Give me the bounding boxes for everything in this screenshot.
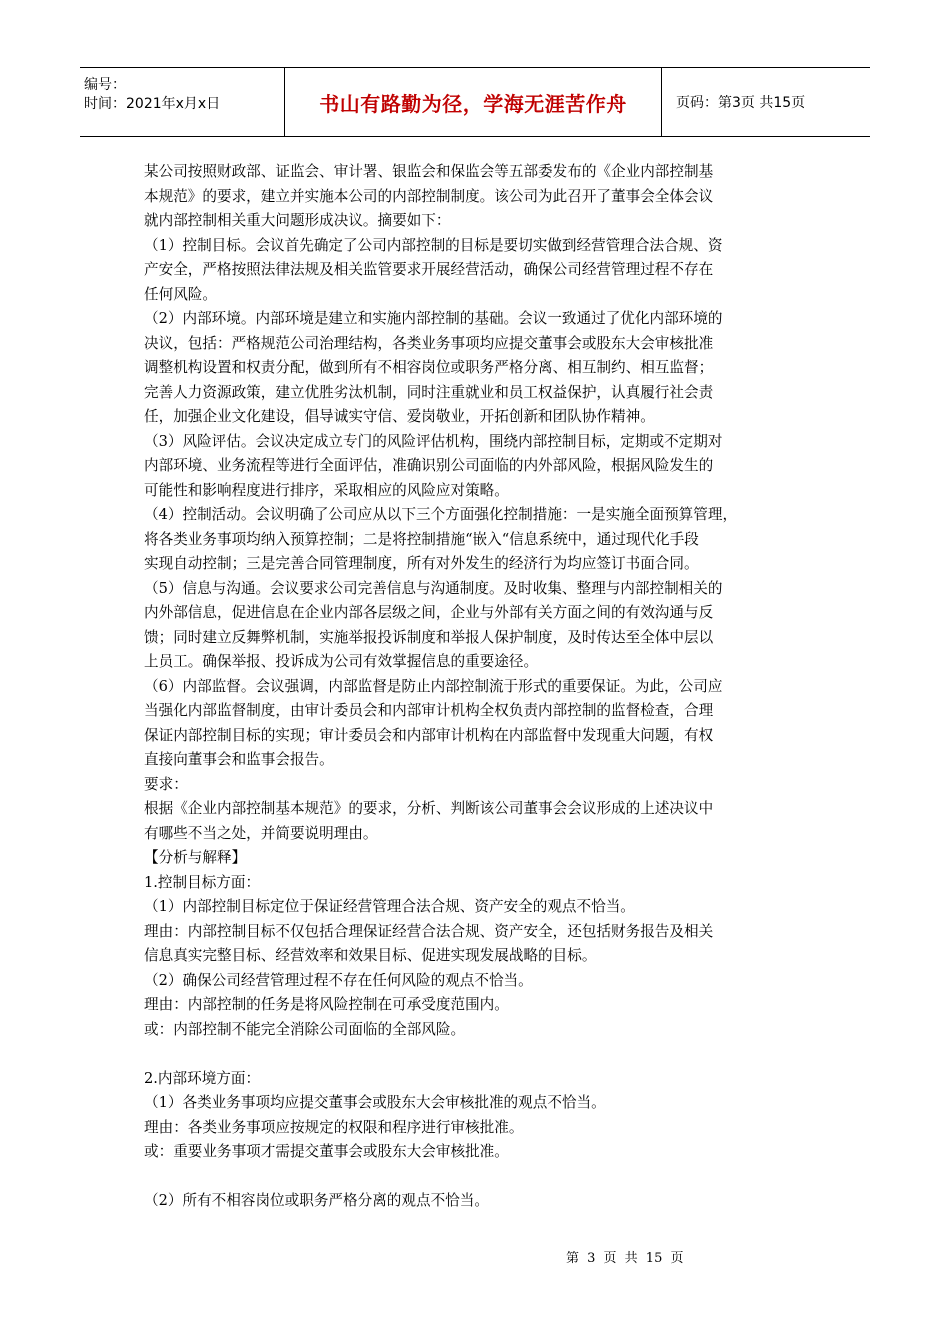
header-meta [80, 68, 284, 136]
body-line: 可能性和影响程度进行排序，采取相应的风险应对策略。 [144, 481, 509, 499]
body-line: 任何风险。 [144, 285, 217, 303]
body-line: 产安全，严格按照法律法规及相关监管要求开展经营活动，确保公司经营管理过程不存在 [144, 261, 714, 278]
body-line: （1）各类业务事项均应提交董事会或股东大会审核批准的观点不恰当。 [144, 1094, 606, 1111]
body-line: 当强化内部监督制度，由审计委员会和内部审计机构全权负责内部控制的监督检查，合理 [144, 702, 714, 719]
body-line: 信息真实完整目标、经营效率和效果目标、促进实现发展战略的目标。 [144, 947, 597, 964]
body-line: 1.控制目标方面： [144, 873, 261, 891]
body-line: 就内部控制相关重大问题形成决议。摘要如下： [144, 212, 451, 229]
body-line: 实现自动控制；三是完善合同管理制度，所有对外发生的经济行为均应签订书面合同。 [144, 555, 699, 572]
header-page-info: 页码：第3页 共15页 [676, 95, 806, 111]
body-line: 内外部信息，促进信息在企业内部各层级之间，企业与外部有关方面之间的有效沟通与反 [144, 604, 714, 621]
body-line: 完善人力资源政策，建立优胜劣汰机制，同时注重就业和员工权益保护，认真履行社会责 [144, 383, 714, 401]
body-line: 决议，包括：严格规范公司治理结构，各类业务事项均应提交董事会或股东大会审核批准 [144, 334, 714, 352]
body-line: 馈；同时建立反舞弊机制，实施举报投诉制度和举报人保护制度，及时传达至全体中层以 [144, 628, 714, 646]
header-motto: 书山有路勤为径，学海无涯苦作舟 [284, 68, 662, 136]
body-line: （1）控制目标。会议首先确定了公司内部控制的目标是要切实做到经营管理合法合规、资 [144, 236, 723, 254]
page-header [80, 67, 870, 137]
document-date: 时间：2021年x月x日 [84, 96, 221, 112]
body-line: 调整机构设置和权责分配，做到所有不相容岗位或职务严格分离、相互制约、相互监督； [144, 359, 714, 376]
body-line: 理由：各类业务事项应按规定的权限和程序进行审核批准。 [144, 1118, 524, 1136]
document-number-label: 编号： [84, 77, 126, 93]
page-footer: 第 3 页 共 15 页 [566, 1251, 684, 1266]
body-line: 或：内部控制不能完全消除公司面临的全部风险。 [144, 1020, 466, 1038]
body-line: 任，加强企业文化建设，倡导诚实守信、爱岗敬业，开拓创新和团队协作精神。 [144, 408, 655, 425]
body-line: 要求： [144, 775, 188, 793]
body-line: 本规范》的要求，建立并实施本公司的内部控制制度。该公司为此召开了董事会全体会议 [144, 187, 714, 205]
body-line: 上员工。确保举报、投诉成为公司有效掌握信息的重要途径。 [144, 653, 539, 670]
body-line: 直接向董事会和监事会报告。 [144, 751, 334, 768]
body-line: 有哪些不当之处，并简要说明理由。 [144, 824, 378, 842]
body-line: 某公司按照财政部、证监会、审计署、银监会和保监会等五部委发布的《企业内部控制基 [144, 163, 714, 180]
body-line: 根据《企业内部控制基本规范》的要求，分析、判断该公司董事会会议形成的上述决议中 [144, 800, 714, 817]
body-line: 保证内部控制目标的实现；审计委员会和内部审计机构在内部监督中发现重大问题，有权 [144, 726, 714, 744]
body-line: （2）所有不相容岗位或职务严格分离的观点不恰当。 [144, 1192, 489, 1209]
blank-line [144, 1042, 808, 1067]
blank-line [144, 1165, 808, 1190]
body-line: （2）内部环境。内部环境是建立和实施内部控制的基础。会议一致通过了优化内部环境的 [144, 310, 723, 327]
body-line: 将各类业务事项均纳入预算控制；二是将控制措施“嵌入“信息系统中，通过现代化手段 [144, 530, 699, 548]
body-line: （2）确保公司经营管理过程不存在任何风险的观点不恰当。 [144, 971, 533, 989]
body-line: （3）风险评估。会议决定成立专门的风险评估机构，围绕内部控制目标，定期或不定期对 [144, 432, 723, 450]
document-body [144, 160, 808, 1214]
body-line: （5）信息与沟通。会议要求公司完善信息与沟通制度。及时收集、整理与内部控制相关的 [144, 579, 723, 597]
body-line: 或：重要业务事项才需提交董事会或股东大会审核批准。 [144, 1143, 509, 1160]
body-line: 理由：内部控制目标不仅包括合理保证经营合法合规、资产安全，还包括财务报告及相关 [144, 922, 714, 940]
body-line: 2.内部环境方面： [144, 1069, 261, 1087]
body-line: 理由：内部控制的任务是将风险控制在可承受度范围内。 [144, 996, 509, 1013]
body-line: 【分析与解释】 [144, 849, 247, 866]
body-line: 内部环境、业务流程等进行全面评估，准确识别公司面临的内外部风险，根据风险发生的 [144, 457, 714, 474]
body-line: （6）内部监督。会议强调，内部监督是防止内部控制流于形式的重要保证。为此，公司应 [144, 677, 723, 695]
body-line: （4）控制活动。会议明确了公司应从以下三个方面强化控制措施：一是实施全面预算管理， [144, 506, 738, 523]
body-line: （1）内部控制目标定位于保证经营管理合法合规、资产安全的观点不恰当。 [144, 898, 635, 915]
